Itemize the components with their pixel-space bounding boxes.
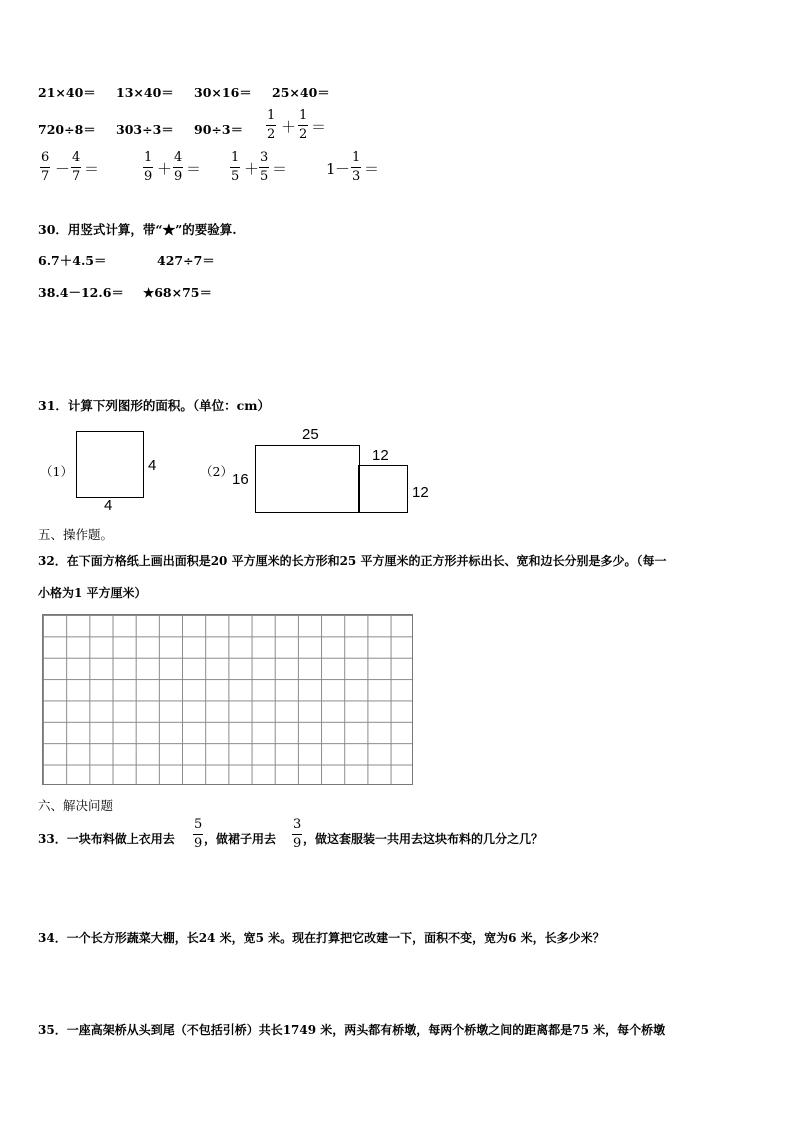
calc-1-2: 13×40＝ — [116, 85, 174, 100]
fraction: 1 3 — [352, 150, 361, 184]
calc-2-1: 720÷8＝ — [38, 122, 96, 137]
figure-2-left-label: 16 — [232, 471, 249, 488]
fraction: 5 9 — [194, 817, 203, 851]
equals-sign: ＝ — [272, 160, 288, 178]
minus-sign: － — [335, 160, 351, 178]
q30-item-1: 6.7＋4.5＝ — [38, 253, 107, 268]
question-33-part-2: ，做裙子用去 — [204, 832, 277, 846]
grid-paper[interactable] — [42, 614, 413, 785]
q30-item-3: 38.4－12.6＝ — [38, 285, 124, 300]
equals-sign: ＝ — [311, 118, 327, 136]
figure-2-top-label: 25 — [302, 426, 319, 443]
equals-sign: ＝ — [364, 160, 380, 178]
plus-sign: ＋ — [281, 118, 297, 136]
figure-1-side-label: 4 — [148, 457, 157, 474]
fraction: 1 9 — [144, 150, 153, 184]
question-34: 34．一个长方形蔬菜大棚，长24 米，宽5 米。现在打算把它改建一下，面积不变，宽为6 米，长多少米？ — [38, 931, 605, 945]
section-6-heading: 六、解决问题 — [38, 798, 114, 813]
fraction: 1 2 — [267, 108, 276, 142]
figure-2-small-right-label: 12 — [412, 484, 429, 501]
fraction: 1 2 — [299, 108, 308, 142]
equals-sign: ＝ — [186, 160, 202, 178]
figure-1-bottom-label: 4 — [104, 497, 113, 514]
fraction: 4 7 — [72, 150, 81, 184]
figure-1-tag: （1） — [40, 464, 73, 479]
question-32-line-2: 小格为1 平方厘米） — [38, 586, 147, 600]
plus-sign: ＋ — [157, 160, 173, 178]
figure-2-small-square — [358, 465, 408, 513]
question-30-title: 30．用竖式计算，带“★”的要验算. — [38, 222, 237, 237]
fraction: 1 5 — [231, 150, 240, 184]
figure-2-large-rectangle — [255, 445, 360, 513]
fraction: 3 9 — [293, 817, 302, 851]
figure-2-small-top-label: 12 — [372, 447, 389, 464]
q30-item-2: 427÷7＝ — [157, 253, 215, 268]
figure-1-square — [76, 431, 144, 498]
q30-item-4: ★68×75＝ — [143, 285, 212, 300]
calc-2-3: 90÷3＝ — [194, 122, 244, 137]
fraction: 4 9 — [174, 150, 183, 184]
question-33-part-3: ，做这套服装一共用去这块布料的几分之几？ — [303, 832, 544, 846]
plus-sign: ＋ — [244, 160, 260, 178]
question-33-part-1: 33．一块布料做上衣用去 — [38, 832, 175, 846]
question-31-title: 31．计算下列图形的面积。（单位：cm） — [38, 398, 270, 413]
fraction: 3 5 — [260, 150, 269, 184]
figure-2-tag: （2） — [200, 464, 233, 479]
minus-sign: － — [55, 160, 71, 178]
equals-sign: ＝ — [84, 160, 100, 178]
one-digit: 1 — [326, 160, 336, 178]
question-35: 35．一座高架桥从头到尾（不包括引桥）共长1749 米，两头都有桥墩，每两个桥墩之间的距离都是75 米，每个桥墩 — [38, 1023, 666, 1037]
fraction: 6 7 — [41, 150, 50, 184]
section-5-heading: 五、操作题。 — [38, 527, 114, 542]
question-32-line-1: 32．在下面方格纸上画出面积是20 平方厘米的长方形和25 平方厘米的正方形并标出长、宽和边长分别是多少。（每一 — [38, 554, 667, 568]
calc-1-3: 30×16＝ — [194, 85, 252, 100]
calc-1-1: 21×40＝ — [38, 85, 96, 100]
calc-1-4: 25×40＝ — [272, 85, 330, 100]
calc-2-2: 303÷3＝ — [116, 122, 174, 137]
